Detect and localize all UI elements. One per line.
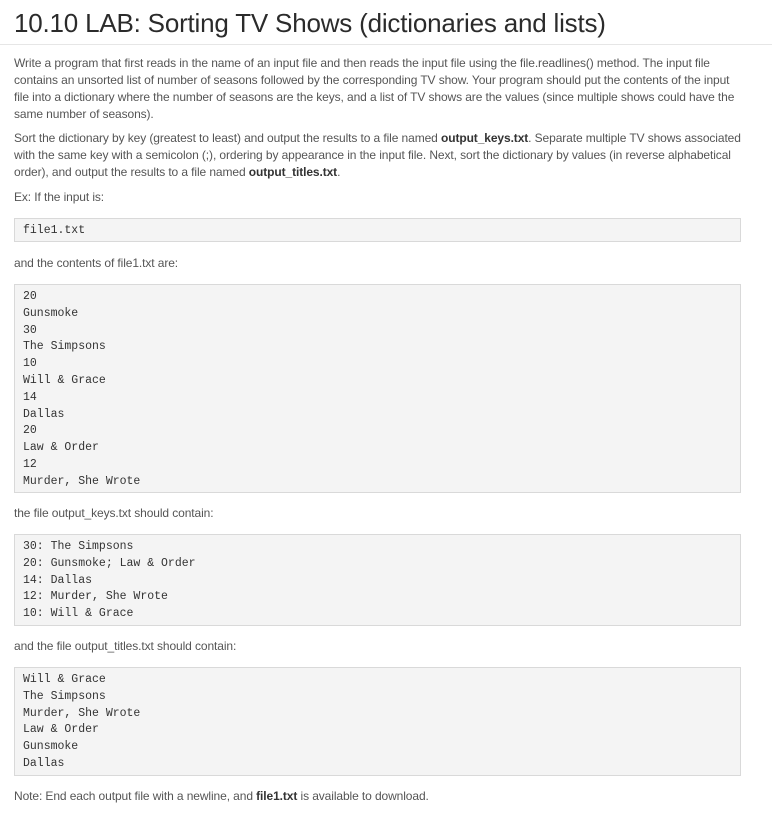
sort-text-2: . Separate multiple TV shows associated with the same key with a semicolon (;), ordering by appearance in the input file. Next, sort the dictionary by values (in reverse alphabetical order), and output the results to a file named	[14, 131, 741, 179]
note-text-2: is available to download.	[297, 789, 429, 803]
code-line: Gunsmoke	[23, 306, 79, 320]
code-line: Murder, She Wrote	[23, 706, 141, 720]
code-line: 14: Dallas	[23, 573, 93, 587]
file-contents-intro: and the contents of file1.txt are:	[14, 256, 179, 270]
code-line: Will & Grace	[23, 373, 106, 387]
code-line: Dallas	[23, 756, 65, 770]
code-line: Law & Order	[23, 723, 99, 737]
code-line: The Simpsons	[23, 340, 106, 354]
code-line: 14	[23, 390, 37, 404]
code-line: 10	[23, 357, 37, 371]
output-titles-filename: output_titles.txt	[248, 165, 338, 179]
code-block-output-titles	[14, 667, 741, 776]
code-line: 10: Will & Grace	[23, 607, 134, 621]
code-line: The Simpsons	[23, 689, 106, 703]
output-keys-filename: output_keys.txt	[440, 131, 529, 145]
code-line: Murder, She Wrote	[23, 474, 141, 488]
code-line: 12: Murder, She Wrote	[23, 590, 168, 604]
sort-instructions-paragraph	[14, 130, 741, 181]
code-line: 12	[23, 457, 37, 471]
code-line: 30	[23, 323, 37, 337]
code-block-output-keys	[14, 534, 741, 626]
download-filename: file1.txt	[256, 789, 298, 803]
output-titles-intro: and the file output_titles.txt should contain:	[14, 639, 237, 653]
page-title: 10.10 LAB: Sorting TV Shows (dictionaries and lists)	[14, 8, 606, 38]
code-line: 30: The Simpsons	[23, 540, 134, 553]
code-line: Dallas	[23, 407, 65, 421]
example-intro: Ex: If the input is:	[14, 190, 105, 204]
sort-text-1: Sort the dictionary by key (greatest to least) and output the results to a file named	[14, 131, 441, 145]
code-line: 20	[23, 424, 37, 438]
code-line: 20: Gunsmoke; Law & Order	[23, 556, 196, 570]
note-text-1: Note: End each output file with a newline, and	[14, 789, 257, 803]
code-block-file-contents	[14, 284, 741, 493]
sort-text-3: .	[337, 165, 341, 179]
code-block-input-filename	[14, 218, 741, 242]
code-line: file1.txt	[23, 224, 86, 237]
code-line: Gunsmoke	[23, 740, 79, 754]
code-line: 20	[23, 290, 37, 303]
note-paragraph	[14, 788, 741, 805]
code-line: Law & Order	[23, 441, 99, 455]
code-line: Will & Grace	[23, 673, 106, 686]
title-divider	[0, 44, 772, 45]
output-keys-intro: the file output_keys.txt should contain:	[14, 506, 214, 520]
intro-paragraph: Write a program that first reads in the name of an input file and then reads the input file using the file.readlines() method. The input file contains an unsorted list of number of seasons followed by the corresponding TV show. Your program should put the contents of the input file into a dictionary where the number of seasons are the keys, and a list of TV shows are the values (since multiple shows could have the same number of seasons).	[14, 56, 735, 121]
